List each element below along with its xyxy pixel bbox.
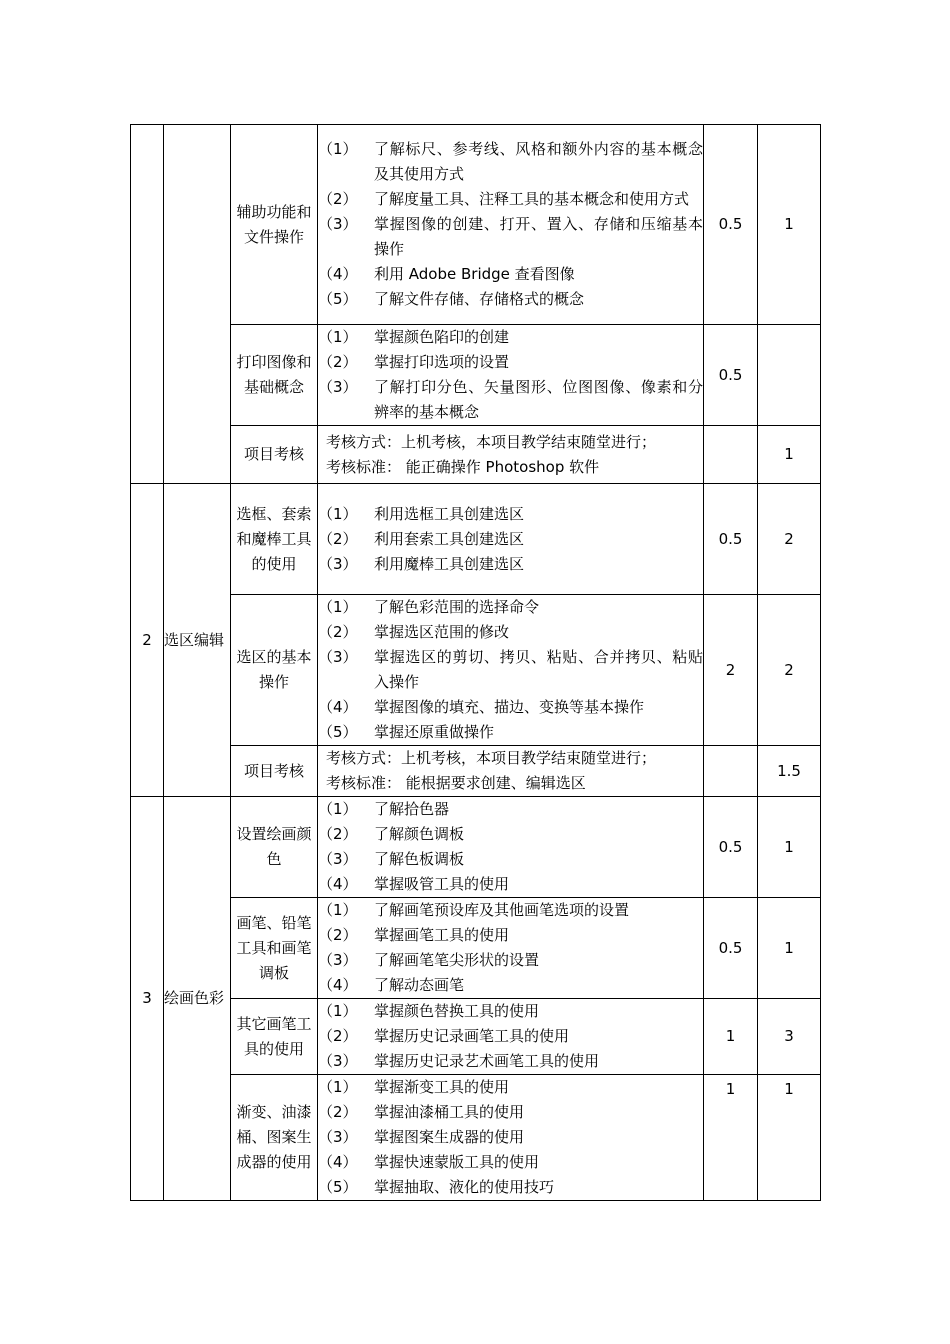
list-item: （2） 掌握选区范围的修改	[318, 623, 510, 641]
theory-hours	[704, 746, 758, 797]
list-item: （4） 掌握图像的填充、描边、变换等基本操作	[318, 698, 645, 716]
topic-cell: 渐变、油漆桶、图案生成器的使用	[231, 1075, 318, 1201]
table-row	[131, 746, 821, 797]
list-item: （1） 了解标尺、参考线、风格和额外内容的基本概念及其使用方式	[318, 140, 703, 183]
topic-cell: 辅助功能和文件操作	[231, 125, 318, 325]
list-item: （4） 掌握快速蒙版工具的使用	[318, 1153, 540, 1171]
list-item: （1） 了解画笔预设库及其他画笔选项的设置	[318, 901, 630, 919]
assessment-method: 考核方式：上机考核，本项目教学结束随堂进行；	[326, 749, 657, 767]
content-cell	[318, 999, 704, 1075]
practice-hours: 2	[758, 595, 821, 746]
theory-hours: 0.5	[704, 898, 758, 999]
list-item: （1） 掌握颜色陷印的创建	[318, 328, 510, 346]
assessment-standard: 考核标准： 能根据要求创建、编辑选区	[326, 774, 586, 792]
content-cell	[318, 125, 704, 325]
table-row	[131, 125, 821, 325]
table-row	[131, 325, 821, 426]
list-item: （2） 了解颜色调板	[318, 825, 465, 843]
list-item: （3） 掌握图像的创建、打开、置入、存储和压缩基本操作	[318, 215, 703, 258]
table-row	[131, 426, 821, 484]
assessment-cell	[318, 746, 704, 797]
practice-hours: 1	[758, 1075, 821, 1201]
theory-hours: 0.5	[704, 797, 758, 898]
theory-hours: 2	[704, 595, 758, 746]
list-item: （3） 利用魔棒工具创建选区	[318, 554, 525, 573]
list-item: （2） 掌握打印选项的设置	[318, 353, 510, 371]
assessment-standard: 考核标准： 能正确操作 Photoshop 软件	[326, 457, 600, 476]
content-cell	[318, 595, 704, 746]
theory-hours: 0.5	[704, 325, 758, 426]
list-item: （1） 掌握颜色替换工具的使用	[318, 1002, 540, 1020]
module-number: 3	[131, 797, 164, 1201]
topic-cell: 选框、套索和魔棒工具的使用	[231, 484, 318, 595]
list-item: （4） 利用 Adobe Bridge 查看图像	[318, 265, 575, 283]
list-item: （3） 掌握选区的剪切、拷贝、粘贴、合并拷贝、粘贴入操作	[318, 648, 703, 691]
list-item: （2） 掌握历史记录画笔工具的使用	[318, 1027, 570, 1045]
table-row	[131, 484, 821, 595]
table-row	[131, 898, 821, 999]
module-name: 选区编辑	[164, 484, 231, 797]
list-item: （2） 利用套索工具创建选区	[318, 529, 525, 548]
assessment-method: 考核方式：上机考核，本项目教学结束随堂进行；	[326, 432, 657, 451]
module-name	[164, 125, 231, 484]
practice-hours: 1.5	[758, 746, 821, 797]
list-item: （4） 掌握吸管工具的使用	[318, 875, 510, 893]
practice-hours: 1	[758, 898, 821, 999]
list-item: （4） 了解动态画笔	[318, 976, 465, 994]
theory-hours	[704, 426, 758, 484]
list-item: （5） 了解文件存储、存储格式的概念	[318, 290, 585, 308]
list-item: （2） 了解度量工具、注释工具的基本概念和使用方式	[318, 190, 690, 208]
topic-cell: 打印图像和基础概念	[231, 325, 318, 426]
topic-cell: 其它画笔工具的使用	[231, 999, 318, 1075]
theory-hours: 1	[704, 1075, 758, 1201]
assessment-cell	[318, 426, 704, 484]
practice-hours: 2	[758, 484, 821, 595]
content-cell	[318, 1075, 704, 1201]
topic-cell: 画笔、铅笔工具和画笔调板	[231, 898, 318, 999]
topic-cell: 选区的基本操作	[231, 595, 318, 746]
content-cell	[318, 484, 704, 595]
module-number: 2	[131, 484, 164, 797]
list-item: （3） 了解色板调板	[318, 850, 465, 868]
practice-hours: 3	[758, 999, 821, 1075]
content-cell	[318, 325, 704, 426]
theory-hours: 0.5	[704, 125, 758, 325]
list-item: （3） 了解打印分色、矢量图形、位图图像、像素和分辨率的基本概念	[318, 378, 703, 421]
table-row	[131, 595, 821, 746]
theory-hours: 1	[704, 999, 758, 1075]
table-row	[131, 1075, 821, 1201]
topic-cell: 项目考核	[231, 426, 318, 484]
list-item: （2） 掌握油漆桶工具的使用	[318, 1103, 525, 1121]
list-item: （2） 掌握画笔工具的使用	[318, 926, 510, 944]
list-item: （3） 了解画笔笔尖形状的设置	[318, 951, 540, 969]
list-item: （1） 利用选框工具创建选区	[318, 504, 525, 523]
theory-hours: 0.5	[704, 484, 758, 595]
practice-hours: 1	[758, 426, 821, 484]
table-row	[131, 797, 821, 898]
list-item: （1） 掌握渐变工具的使用	[318, 1078, 510, 1096]
list-item: （5） 掌握还原重做操作	[318, 723, 495, 741]
content-cell	[318, 797, 704, 898]
topic-cell: 设置绘画颜色	[231, 797, 318, 898]
module-number	[131, 125, 164, 484]
content-cell	[318, 898, 704, 999]
practice-hours: 1	[758, 797, 821, 898]
list-item: （5） 掌握抽取、液化的使用技巧	[318, 1178, 555, 1196]
list-item: （3） 掌握历史记录艺术画笔工具的使用	[318, 1052, 600, 1070]
list-item: （1） 了解拾色器	[318, 800, 450, 818]
course-plan-table	[130, 124, 821, 1201]
topic-cell: 项目考核	[231, 746, 318, 797]
practice-hours: 1	[758, 125, 821, 325]
practice-hours	[758, 325, 821, 426]
list-item: （1） 了解色彩范围的选择命令	[318, 598, 540, 616]
table-row	[131, 999, 821, 1075]
list-item: （3） 掌握图案生成器的使用	[318, 1128, 525, 1146]
module-name: 绘画色彩	[164, 797, 231, 1201]
